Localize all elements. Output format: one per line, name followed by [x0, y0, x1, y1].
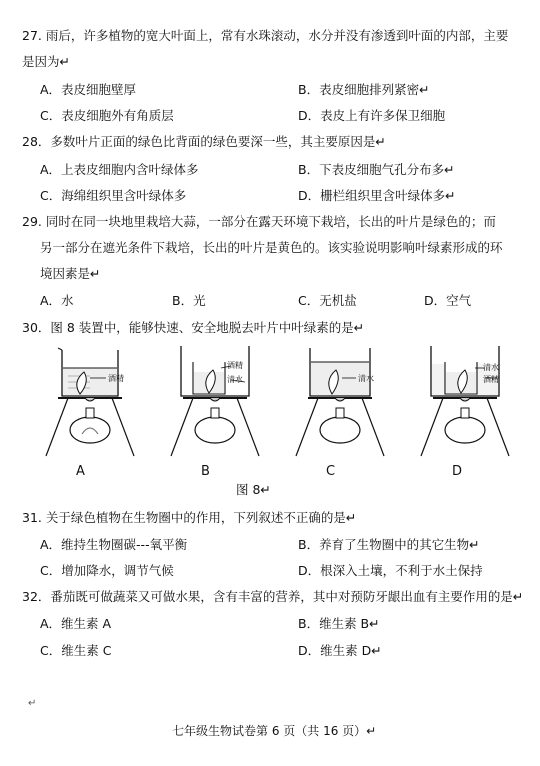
label-water-c: 清水	[358, 374, 374, 383]
figure-label-a: A	[76, 464, 85, 479]
q32-option-b: B．维生素 B↵	[298, 616, 380, 631]
q29-option-d: D．空气	[424, 293, 472, 308]
q29-option-b: B．光	[172, 293, 206, 308]
q31-option-c: C．增加降水，调节气候	[40, 563, 174, 578]
q29-stem-line2: 另一部分在遮光条件下栽培，长出的叶片是黄色的。该实验说明影响叶绿素形成的环	[40, 240, 503, 255]
q31-option-a: A．维持生物圈碳---氧平衡	[40, 537, 188, 552]
page-footer: 七年级生物试卷第 6 页（共 16 页）↵	[172, 724, 377, 738]
label-alcohol-d: 酒精	[483, 375, 499, 384]
q27-stem-line2: 是因为↵	[22, 54, 70, 69]
q29-stem-line1: 29. 同时在同一块地里栽培大蒜，一部分在露天环境下栽培，长出的叶片是绿色的；而	[22, 214, 496, 229]
figure-8-apparatus	[20, 338, 520, 458]
q27-option-a: A．表皮细胞壁厚	[40, 82, 137, 97]
q29-stem-line3: 境因素是↵	[40, 266, 101, 281]
q30-stem: 30．图 8 装置中，能够快速、安全地脱去叶片中叶绿素的是↵	[22, 320, 365, 335]
apparatus-b	[171, 346, 259, 456]
q32-stem: 32．番茄既可做蔬菜又可做水果，含有丰富的营养，其中对预防牙龈出血有主要作用的是↵	[22, 589, 524, 604]
q28-option-c: C．海绵组织里含叶绿体多	[40, 188, 187, 203]
q27-option-b: B．表皮细胞排列紧密↵	[298, 82, 430, 97]
q29-option-a: A．水	[40, 293, 74, 308]
q27-option-d: D．表皮上有许多保卫细胞	[298, 108, 446, 123]
q27-stem-line1: 27. 雨后，许多植物的宽大叶面上，常有水珠滚动，水分并没有渗透到叶面的内部，主要	[22, 28, 509, 43]
label-water-b: 清水	[227, 375, 243, 384]
q31-stem: 31. 关于绿色植物在生物圈中的作用，下列叙述不正确的是↵	[22, 510, 357, 525]
figure-label-d: D	[452, 464, 463, 479]
q29-option-c: C．无机盐	[298, 293, 357, 308]
q28-option-d: D．栅栏组织里含叶绿体多↵	[298, 188, 456, 203]
label-alcohol-a: 酒精	[108, 374, 124, 383]
figure-label-c: C	[326, 464, 336, 479]
figure-label-b: B	[201, 464, 210, 479]
q27-option-c: C．表皮细胞外有角质层	[40, 108, 174, 123]
blank-line-mark: ↵	[28, 698, 37, 709]
q32-option-d: D．维生素 D↵	[298, 643, 382, 658]
q31-option-d: D．根深入土壤，不利于水土保持	[298, 563, 483, 578]
q28-option-b: B．下表皮细胞气孔分布多↵	[298, 162, 455, 177]
label-alcohol-b: 酒精	[227, 361, 243, 370]
apparatus-a	[46, 348, 134, 456]
apparatus-d	[421, 346, 509, 456]
q28-stem: 28．多数叶片正面的绿色比背面的绿色要深一些，其主要原因是↵	[22, 134, 386, 149]
q32-option-a: A．维生素 A	[40, 616, 112, 631]
figure-caption: 图 8↵	[236, 482, 271, 497]
label-water-d: 清水	[483, 363, 499, 372]
apparatus-c	[296, 348, 384, 456]
q28-option-a: A．上表皮细胞内含叶绿体多	[40, 162, 199, 177]
q32-option-c: C．维生素 C	[40, 643, 112, 658]
q31-option-b: B．养育了生物圈中的其它生物↵	[298, 537, 480, 552]
